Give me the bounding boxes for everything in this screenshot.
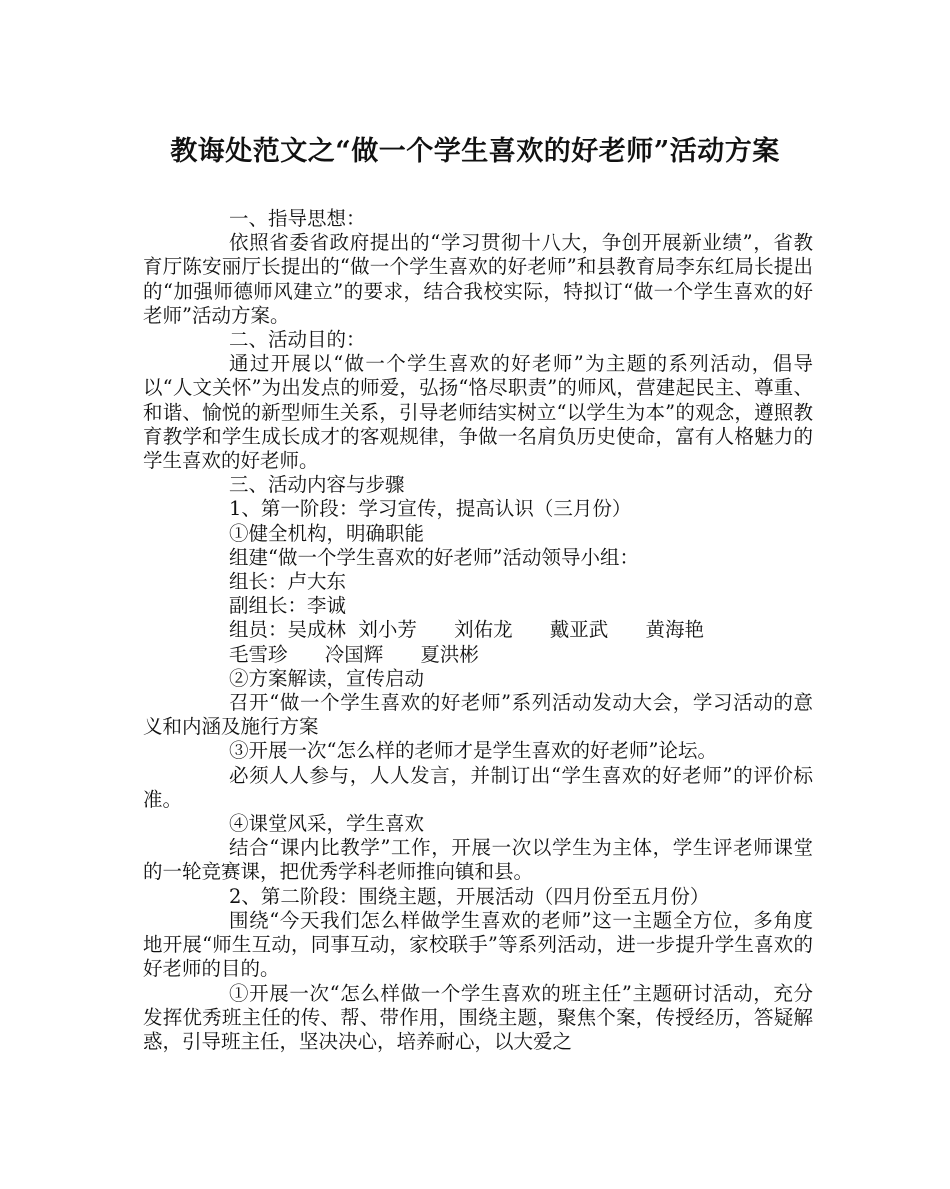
members-line-1-text: 组员：吴成林 刘小芳 刘佑龙 戴亚武 黄海艳: [229, 618, 704, 642]
stage-two-paragraph: 围绕“今天我们怎么样做学生喜欢的老师”这一主题全方位，多角度地开展“师生互动，同事互动，家校联手”等系列活动，进一步提升学生喜欢的好老师的目的。: [143, 908, 813, 981]
document-title: 教诲处范文之“做一个学生喜欢的好老师”活动方案: [170, 136, 780, 167]
heading-activity-content: 三、活动内容与步骤: [229, 473, 405, 497]
members-line-1: [143, 618, 813, 642]
stage-two-heading: 2、第二阶段：围绕主题，开展活动（四月份至五月份）: [229, 884, 710, 908]
document-body: [143, 207, 813, 1054]
paragraph-activity-purpose: 通过开展以“做一个学生喜欢的好老师”为主题的系列活动，倡导以“人文关怀”为出发点的师爱，弘扬“恪尽职责”的师风，营建起民主、尊重、和谐、愉悦的新型师生关系，引导老师结实树立“以学生为本”的观念，遵照教育教学和学生成长成才的客观规律，争做一名肩负历史使命，富有人格魅力的学生喜欢的好老师。: [143, 352, 813, 473]
heading-activity-purpose: 二、活动目的：: [229, 328, 366, 352]
stage-two-item-1-paragraph: ①开展一次“怎么样做一个学生喜欢的班主任”主题研讨活动，充分发挥优秀班主任的传、帮、带作用，围绕主题，聚焦个案，传授经历，答疑解惑，引导班主任，坚决决心，培养耐心，以大爱之: [143, 981, 813, 1053]
group-leader-line: 组长：卢大东: [229, 570, 347, 594]
paragraph-guiding-thought: 依照省委省政府提出的“学习贯彻十八大，争创开展新业绩”，省教育厅陈安丽厅长提出的“做一个学生喜欢的好老师”和县教育局李东红局长提出的“加强师德师风建立”的要求，结合我校实际，特拟订“做一个学生喜欢的好老师”活动方案。: [143, 231, 813, 327]
item-4-heading: ④课堂风采，学生喜欢: [229, 812, 425, 836]
item-2-heading: ②方案解读，宣传启动: [229, 666, 425, 690]
item-1-heading: ①健全机构，明确职能: [229, 521, 425, 545]
item-3-paragraph: 必须人人参与，人人发言，并制订出“学生喜欢的好老师”的评价标准。: [143, 763, 813, 811]
heading-guiding-thought: 一、指导思想：: [229, 207, 366, 230]
item-2-paragraph: 召开“做一个学生喜欢的好老师”系列活动发动大会，学习活动的意义和内涵及施行方案: [143, 691, 813, 739]
members-line-2: [143, 643, 813, 667]
item-3-heading: ③开展一次“怎么样的老师才是学生喜欢的好老师”论坛。: [229, 739, 717, 763]
item-4-paragraph: 结合“课内比教学”工作，开展一次以学生为主体，学生评老师课堂的一轮竞赛课，把优秀学科老师推向镇和县。: [143, 836, 813, 884]
deputy-leader-line: 副组长：李诚: [229, 594, 347, 618]
leadership-group-line: 组建“做一个学生喜欢的好老师”活动领导小组：: [229, 545, 639, 569]
members-line-2-text: 毛雪珍 冷国辉 夏洪彬: [229, 642, 479, 666]
stage-one-heading: 1、第一阶段：学习宣传，提高认识（三月份）: [229, 497, 632, 521]
